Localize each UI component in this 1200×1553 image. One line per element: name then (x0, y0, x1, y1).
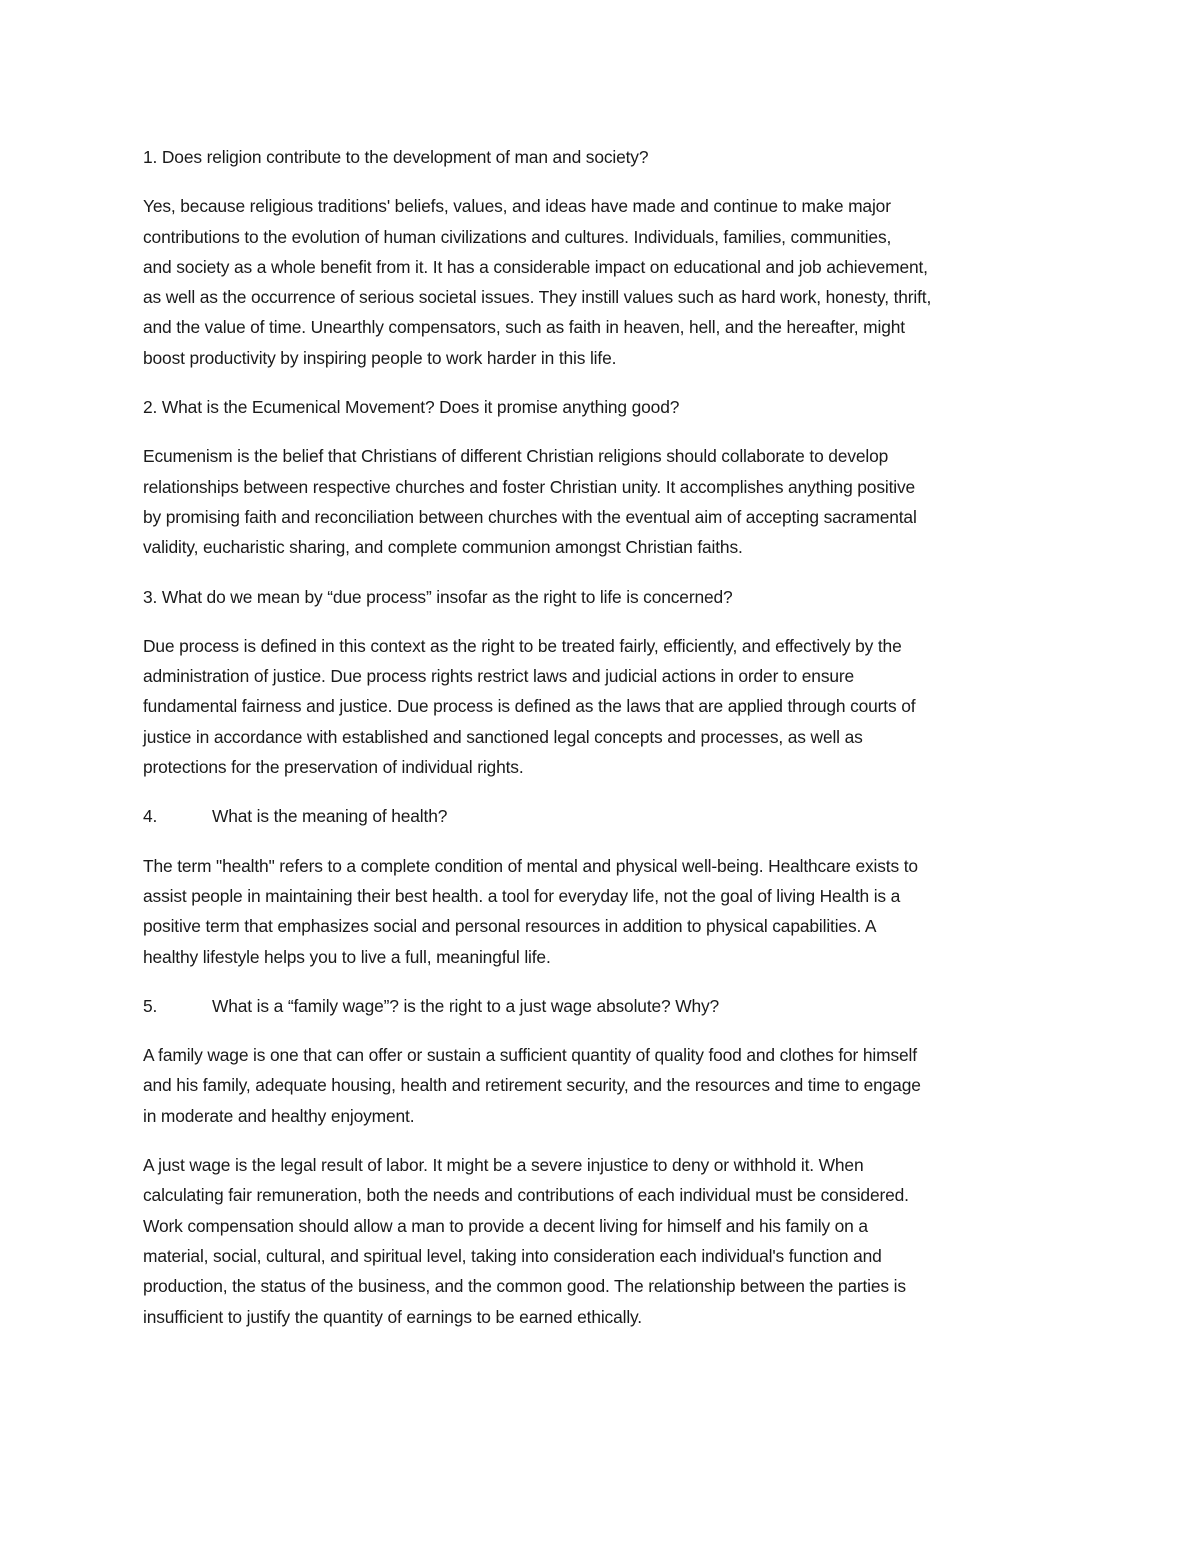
question-3: 3. What do we mean by “due process” insofar as the right to life is concerned? (143, 586, 733, 607)
answer-line: calculating fair remuneration, both the needs and contributions of each individual must be considered. (143, 1185, 909, 1206)
question-text: What is the meaning of health? (212, 806, 448, 827)
answer-line: contributions to the evolution of human civilizations and cultures. Individuals, families, communities, (143, 226, 892, 247)
question-5 (143, 991, 1063, 1021)
question-number: 4. (143, 806, 158, 827)
answer-line: healthy lifestyle helps you to live a full, meaningful life. (143, 946, 551, 967)
answer-line: Work compensation should allow a man to provide a decent living for himself and his family on a (143, 1215, 868, 1236)
answer-line: Yes, because religious traditions' beliefs, values, and ideas have made and continue to make major (143, 196, 891, 217)
answer-line: material, social, cultural, and spiritual level, taking into consideration each individual's function and (143, 1245, 882, 1266)
answer-2 (143, 441, 1063, 562)
question-2: 2. What is the Ecumenical Movement? Does it promise anything good? (143, 397, 680, 418)
answer-line: The term "health" refers to a complete condition of mental and physical well-being. Healthcare exists to (143, 855, 918, 876)
answer-3 (143, 631, 1063, 782)
question-1: 1. Does religion contribute to the development of man and society? (143, 147, 649, 167)
answer-5-part-2 (143, 1150, 1063, 1332)
answer-line: A just wage is the legal result of labor. It might be a severe injustice to deny or withhold it. When (143, 1155, 864, 1176)
answer-line: production, the status of the business, and the common good. The relationship between the parties is (143, 1276, 906, 1297)
answer-4 (143, 851, 1063, 972)
answer-line: A family wage is one that can offer or sustain a sufficient quantity of quality food and clothes for himself (143, 1045, 917, 1066)
answer-line: insufficient to justify the quantity of earnings to be earned ethically. (143, 1306, 642, 1327)
answer-line: protections for the preservation of individual rights. (143, 757, 524, 778)
answer-line: fundamental fairness and justice. Due process is defined as the laws that are applied through courts of (143, 696, 916, 717)
answer-line: validity, eucharistic sharing, and complete communion amongst Christian faiths. (143, 537, 743, 558)
answer-line: administration of justice. Due process rights restrict laws and judicial actions in order to ensure (143, 666, 855, 687)
answer-line: as well as the occurrence of serious societal issues. They instill values such as hard work, honesty, thrift, (143, 287, 932, 308)
answer-5-part-1 (143, 1040, 1063, 1131)
question-text: What is a “family wage”? is the right to a just wage absolute? Why? (212, 995, 720, 1016)
answer-line: assist people in maintaining their best health. a tool for everyday life, not the goal of living Health is a (143, 885, 901, 906)
answer-line: justice in accordance with established and sanctioned legal concepts and processes, as well as (143, 726, 863, 747)
answer-line: Due process is defined in this context as the right to be treated fairly, efficiently, and effectively by the (143, 635, 902, 656)
document-body (143, 142, 1063, 1351)
question-4 (143, 801, 1063, 831)
answer-line: Ecumenism is the belief that Christians of different Christian religions should collaborate to develop (143, 446, 889, 467)
answer-line: and the value of time. Unearthly compensators, such as faith in heaven, hell, and the hereafter, might (143, 317, 905, 338)
answer-line: and his family, adequate housing, health and retirement security, and the resources and time to engage (143, 1075, 921, 1096)
answer-line: positive term that emphasizes social and personal resources in addition to physical capabilities. A (143, 916, 877, 937)
answer-line: by promising faith and reconciliation between churches with the eventual aim of accepting sacramental (143, 506, 917, 527)
answer-line: and society as a whole benefit from it. It has a considerable impact on educational and job achievement, (143, 256, 928, 277)
question-number: 5. (143, 995, 158, 1016)
answer-line: boost productivity by inspiring people to work harder in this life. (143, 347, 617, 368)
answer-line: in moderate and healthy enjoyment. (143, 1105, 415, 1126)
answer-line: relationships between respective churches and foster Christian unity. It accomplishes anything positive (143, 476, 916, 497)
answer-1 (143, 191, 1063, 373)
